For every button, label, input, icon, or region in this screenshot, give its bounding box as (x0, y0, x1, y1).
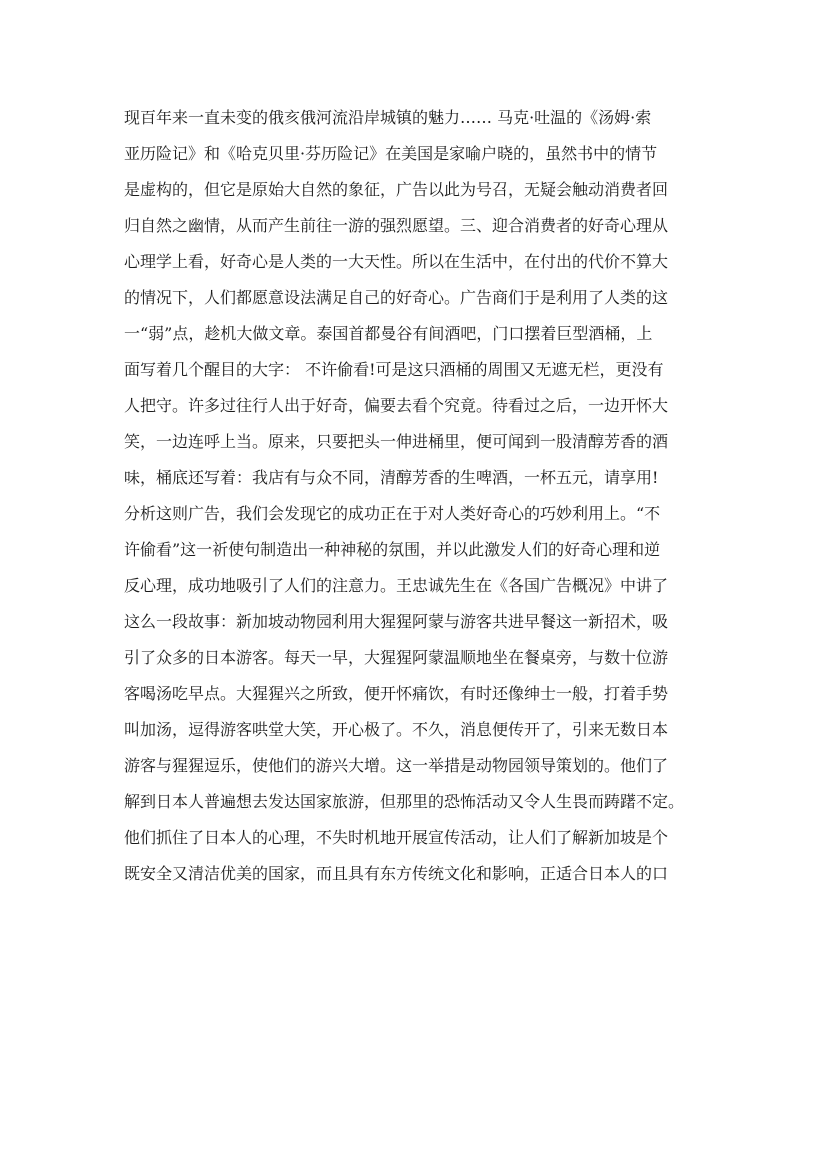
body-text (124, 100, 724, 892)
text-line: 他们抓住了日本人的心理，不失时机地开展宣传活动，让人们了解新加坡是个 (124, 828, 669, 847)
text-line: 许偷看”这一祈使句制造出一种神秘的氛围，并以此激发人们的好奇心理和逆 (124, 540, 661, 559)
text-line: 人把守。许多过往行人出于好奇，偏要去看个究竟。待看过之后，一边开怀大 (124, 396, 669, 415)
text-line: 反心理，成功地吸引了人们的注意力。王忠诚先生在《各国广告概况》中讲了 (124, 576, 669, 595)
text-line: 客喝汤吃早点。大猩猩兴之所致，便开怀痛饮，有时还像绅士一般，打着手势 (124, 684, 669, 703)
text-line: 亚历险记》和《哈克贝里·芬历险记》在美国是家喻户晓的，虽然书中的情节 (124, 144, 658, 163)
text-line: 叫加汤，逗得游客哄堂大笑，开心极了。不久，消息便传开了，引来无数日本 (124, 720, 669, 739)
text-line: 笑，一边连呼上当。原来，只要把头一伸进桶里，便可闻到一股清醇芳香的酒 (124, 432, 669, 451)
text-line: 面写着几个醒目的大字： 不许偷看!可是这只酒桶的周围又无遮无栏，更没有 (124, 360, 664, 379)
text-line: 归自然之幽情，从而产生前往一游的强烈愿望。三、迎合消费者的好奇心理从 (124, 216, 669, 235)
text-line: 味，桶底还写着：我店有与众不同，清醇芳香的生啤酒，一杯五元，请享用! (124, 468, 659, 487)
text-line: 心理学上看，好奇心是人类的一大天性。所以在生活中，在付出的代价不算大 (124, 252, 669, 271)
text-line: 是虚构的，但它是原始大自然的象征，广告以此为号召，无疑会触动消费者回 (124, 180, 669, 199)
text-line: 既安全又清洁优美的国家，而且具有东方传统文化和影响，正适合日本人的口 (124, 864, 669, 883)
text-line: 游客与猩猩逗乐，使他们的游兴大增。这一举措是动物园领导策划的。他们了 (124, 756, 669, 775)
text-line: 引了众多的日本游客。每天一早，大猩猩阿蒙温顺地坐在餐桌旁，与数十位游 (124, 648, 669, 667)
text-line: 解到日本人普遍想去发达国家旅游，但那里的恐怖活动又令人生畏而踌躇不定。 (124, 792, 685, 811)
text-line: 这么一段故事：新加坡动物园利用大猩猩阿蒙与游客共进早餐这一新招术，吸 (124, 612, 669, 631)
text-line: 分析这则广告，我们会发现它的成功正在于对人类好奇心的巧妙利用上。“不 (124, 504, 661, 523)
text-line: 一“弱”点，趁机大做文章。泰国首都曼谷有间酒吧，门口摆着巨型酒桶，上 (124, 324, 653, 343)
text-line: 现百年来一直未变的俄亥俄河流沿岸城镇的魅力…… 马克·吐温的《汤姆·索 (124, 108, 652, 127)
text-line: 的情况下，人们都愿意设法满足自己的好奇心。广告商们于是利用了人类的这 (124, 288, 669, 307)
